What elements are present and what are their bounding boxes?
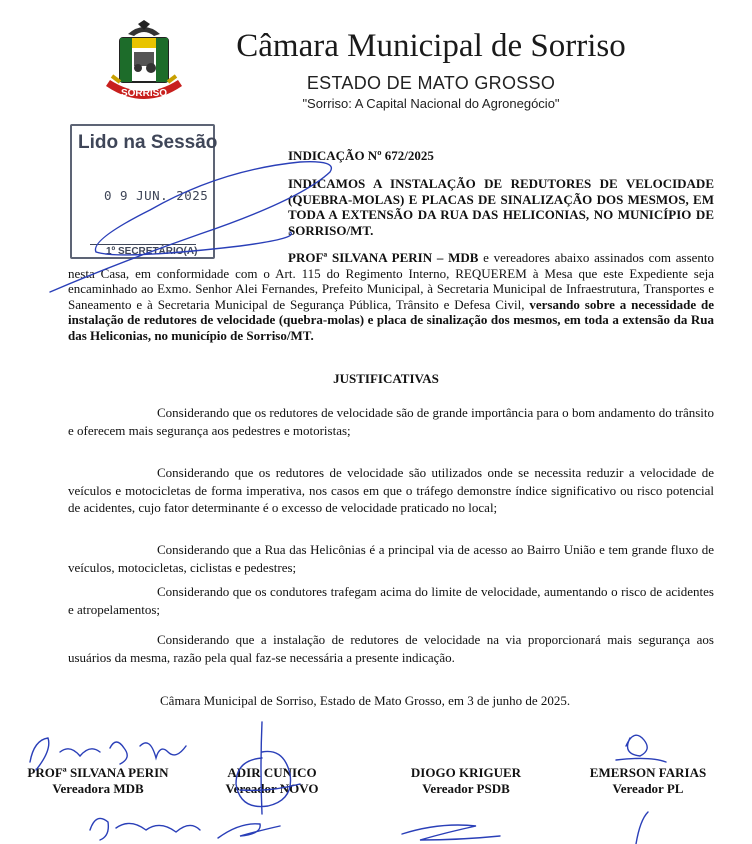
signatory-role: Vereador PL bbox=[612, 781, 684, 796]
indication-subject: INDICAMOS A INSTALAÇÃO DE REDUTORES DE VELOCIDADE (QUEBRA-MOLAS) E PLACAS DE SINALIZAÇÃO DOS MESMOS, EM TODA A EXTENSÃO DA RUA DAS HELICONIAS, NO MUNICÍPIO DE SORRISO/MT. bbox=[288, 176, 714, 238]
justifications-heading: JUSTIFICATIVAS bbox=[333, 371, 439, 386]
request-paragraph bbox=[68, 250, 714, 344]
second-row-signature-stroke bbox=[636, 812, 648, 844]
state-name: ESTADO DE MATO GROSSO bbox=[306, 73, 556, 93]
second-row-signature-stroke bbox=[218, 824, 280, 838]
stamp-signature-line bbox=[90, 244, 196, 245]
author-name: PROFª SILVANA PERIN – MDB bbox=[288, 250, 479, 265]
signature-block bbox=[182, 765, 362, 797]
justification-paragraph: Considerando que os condutores trafegam acima do limite de velocidade, aumentando o risco de acidentes e atropelamentos; bbox=[68, 584, 714, 617]
second-row-signature-stroke bbox=[402, 825, 500, 840]
signatory-name: DIOGO KRIGUER bbox=[410, 765, 522, 780]
justification-paragraph: Considerando que a Rua das Helicônias é a principal via de acesso ao Bairro União e tem grande fluxo de veículos, motocicletas, ciclistas e pedestres; bbox=[68, 542, 714, 575]
chamber-title: Câmara Municipal de Sorriso bbox=[236, 28, 626, 64]
signature-block bbox=[8, 765, 188, 797]
second-row-signature-stroke bbox=[90, 818, 200, 840]
stamp-secretary-label: 1º SECRETÁRIO(A) bbox=[106, 246, 198, 257]
closing-line: Câmara Municipal de Sorriso, Estado de Mato Grosso, em 3 de junho de 2025. bbox=[160, 693, 571, 708]
signatory-name: PROFª SILVANA PERIN bbox=[27, 765, 169, 780]
emerson-signature-stroke bbox=[616, 735, 666, 762]
request-subject: versando sobre a necessidade de instalação de redutores de velocidade (quebra-molas) e placa de sinalização dos mesmos, em toda a extensão da Rua das Heliconias, no município de Sorriso/MT. bbox=[68, 296, 714, 343]
signature-block bbox=[376, 765, 556, 797]
signature-block bbox=[558, 765, 738, 797]
stamp-date: 0 9 JUN. 2025 bbox=[104, 188, 209, 203]
signatory-role: Vereador NOVO bbox=[225, 781, 319, 796]
signatory-name: ADIR CUNICO bbox=[227, 765, 317, 780]
indication-number: INDICAÇÃO Nº 672/2025 bbox=[288, 148, 434, 163]
signatory-role: Vereadora MDB bbox=[52, 781, 144, 796]
signatory-name: EMERSON FARIAS bbox=[589, 765, 707, 780]
signatory-role: Vereador PSDB bbox=[422, 781, 510, 796]
city-motto: "Sorriso: A Capital Nacional do Agronegócio" bbox=[302, 96, 560, 111]
justification-paragraph: Considerando que os redutores de velocidade são utilizados onde se necessita reduzir a velocidade de veículos e motocicletas de forma imperativa, nos casos em que o tráfego demonstre índice significativo ou risco potencial de acidentes, cujo fator determinante é o excesso de velocidade praticado no local; bbox=[68, 465, 714, 515]
logo-text: SORRISO bbox=[120, 88, 168, 99]
justification-paragraph: Considerando que os redutores de velocidade são de grande importância para o bom andamento do trânsito e oferecem mais segurança aos pedestres e motoristas; bbox=[68, 405, 714, 438]
justification-paragraph: Considerando que a instalação de redutores de velocidade na via proporcionará mais segurança aos usuários da mesma, razão pela qual faz-se necessária a presente indicação. bbox=[68, 632, 714, 665]
request-text: e vereadores abaixo assinados com assento nesta Casa, em conformidade com o Art. 115 do Regimento Interno, REQUEREM à Mesa que este Expediente seja encaminhado ao Exmo. Senhor Alei Fernandes, Prefeito Municipal, à Secretaria Municipal de Infraestrutura, Transportes e Saneamento e à Secretaria Municipal de Segurança Pública, Trânsito e Defesa Civil, bbox=[68, 250, 715, 312]
stamp-title: Lido na Sessão bbox=[78, 132, 218, 153]
